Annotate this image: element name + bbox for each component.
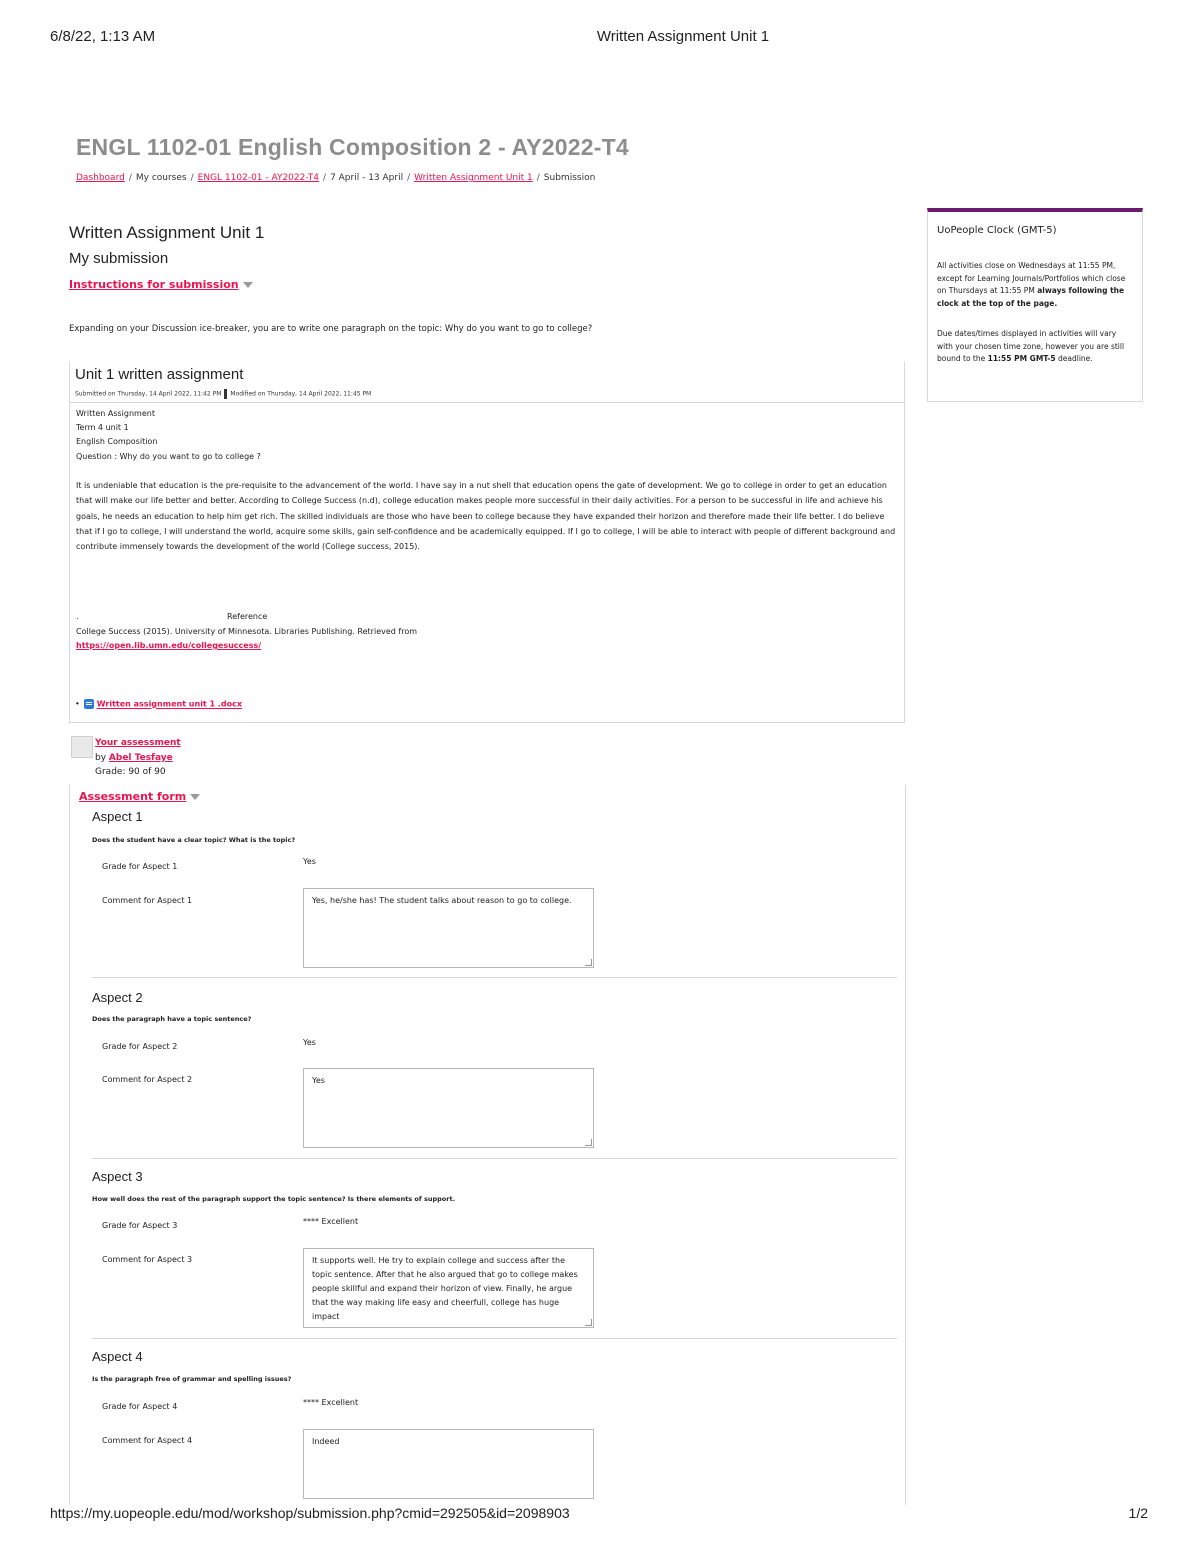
grade-value: **** Excellent (303, 1398, 359, 1407)
bullet: • (75, 699, 80, 709)
comment-label: Comment for Aspect 3 (102, 1255, 193, 1264)
attachment-item[interactable] (75, 699, 242, 709)
assignment-prompt: Expanding on your Discussion ice-breaker, you are to write one paragraph on the topic: Why do you want to go to college? (69, 324, 593, 334)
clock-note-bold: always following the clock at the top of the page. (937, 286, 1125, 308)
breadcrumb-week[interactable]: 7 April - 13 April (330, 173, 404, 183)
comment-text: Yes (312, 1076, 325, 1085)
comment-label: Comment for Aspect 2 (102, 1075, 193, 1084)
resize-handle-icon[interactable] (585, 959, 592, 966)
chevron-down-icon (243, 282, 253, 288)
aspect-title: Aspect 1 (92, 809, 143, 824)
assessment-form-link[interactable]: Assessment form (79, 790, 187, 803)
by-prefix: by (95, 753, 107, 763)
page-subtitle: My submission (69, 250, 169, 267)
clock-note-text: Due dates/times displayed in activities will vary with your chosen time zone, however you are still bound to the (937, 329, 1125, 363)
reference-dot: . (76, 612, 79, 621)
breadcrumb: Dashboard / My courses / ENGL 1102-01 - AY2022-T4 / 7 April - 13 April / Written Assignment Unit 1 / Submission (76, 173, 596, 183)
aspect-title: Aspect 2 (92, 990, 143, 1005)
grade-value: **** Excellent (303, 1217, 359, 1226)
aspect-title: Aspect 3 (92, 1169, 143, 1184)
grade-value: Yes (303, 1038, 316, 1047)
grade-value: Yes (303, 857, 316, 866)
submission-title: Unit 1 written assignment (75, 366, 244, 383)
print-date: 6/8/22, 1:13 AM (50, 28, 156, 45)
aspect-divider (92, 977, 897, 978)
instructions-link[interactable]: Instructions for submission (69, 278, 239, 291)
breadcrumb-course[interactable]: ENGL 1102-01 - AY2022-T4 (197, 173, 320, 183)
content-line: Question : Why do you want to go to college ? (76, 452, 261, 461)
content-line: Written Assignment (76, 409, 155, 418)
course-title: ENGL 1102-01 English Composition 2 - AY2022-T4 (76, 134, 629, 160)
comment-textarea[interactable] (303, 888, 594, 968)
assessor-link[interactable]: Abel Tesfaye (108, 753, 173, 763)
comment-text: Yes, he/she has! The student talks about reason to go to college. (312, 896, 572, 905)
your-assessment-link[interactable]: Your assessment (95, 738, 181, 748)
clock-title: UoPeople Clock (GMT-5) (937, 225, 1057, 236)
comment-text: Indeed (312, 1437, 340, 1446)
grade-label: Grade for Aspect 2 (102, 1042, 178, 1051)
essay-paragraph: It is undeniable that education is the pre-requisite to the advancement of the world. I have say in a nut shell that education opens the gate of development. We go to college in order to get an education that will make our life better and better. According to College Success (n.d), college education makes people more successful in their daily activities. For a person to be successful in life and achieve his goals, he needs an education to help him get rich. The skilled individuals are those who have been to college because they have expanded their horizon and therefore made their life better. I do believe that if I go to college, I will understand the world, acquire some skills, gain self-confidence and be academically equipped. If I go to college, I will be able to interact with people of different background and contribute immensely towards the development of the world (College success, 2015). (76, 481, 896, 552)
document-icon (84, 699, 94, 709)
grade-label: Grade for Aspect 4 (102, 1402, 178, 1411)
aspect-question: Is the paragraph free of grammar and spelling issues? (92, 1375, 292, 1383)
print-title: Written Assignment Unit 1 (596, 28, 770, 45)
modified-date: Modified on Thursday, 14 April 2022, 11:45 PM (230, 390, 372, 398)
comment-label: Comment for Aspect 1 (102, 896, 193, 905)
submitted-date: Submitted on Thursday, 14 April 2022, 11:42 PM (75, 390, 222, 398)
content-line: Term 4 unit 1 (76, 423, 129, 432)
aspect-divider (92, 1158, 897, 1159)
reference-text: College Success (2015). University of Minnesota. Libraries Publishing. Retrieved from (76, 627, 418, 636)
assessment-form-toggle[interactable] (79, 790, 200, 803)
aspect-question: Does the paragraph have a topic sentence? (92, 1015, 252, 1023)
clock-note-text: All activities close on Wednesdays at 11:55 PM, except for Learning Journals/Portfolios which close on Thursdays at 11:55 PM (937, 261, 1126, 295)
aspect-divider (92, 1338, 897, 1339)
comment-text: It supports well. He try to explain college and success after the topic sentence. After that he also argued that go to college makes people skillful and expand their horizon of view. Finally, he argue that the way making life easy and cheerfull, college has huge impact (312, 1256, 578, 1321)
breadcrumb-dashboard[interactable]: Dashboard (76, 173, 125, 183)
clock-note (937, 260, 1133, 310)
clock-note-2 (937, 328, 1133, 366)
comment-textarea[interactable] (303, 1248, 594, 1328)
chevron-down-icon (190, 794, 200, 800)
aspect-question: How well does the rest of the paragraph support the topic sentence? Is there elements of support. (92, 1195, 456, 1203)
comment-textarea[interactable] (303, 1068, 594, 1148)
resize-handle-icon[interactable] (585, 1139, 592, 1146)
breadcrumb-my-courses[interactable]: My courses (135, 173, 187, 183)
aspect-question: Does the student have a clear topic? What is the topic? (92, 836, 296, 844)
resize-handle-icon[interactable] (585, 1319, 592, 1326)
submission-meta (75, 389, 371, 399)
print-url: https://my.uopeople.edu/mod/workshop/submission.php?cmid=292505&id=2098903 (50, 1505, 570, 1521)
reference-heading: Reference (227, 612, 268, 621)
clock-note-bold: 11:55 PM GMT-5 (987, 354, 1056, 363)
clock-note-end: deadline. (1055, 354, 1093, 363)
grade-label: Grade for Aspect 1 (102, 862, 178, 871)
print-page-number: 1/2 (1128, 1505, 1148, 1521)
grade-label: Grade for Aspect 3 (102, 1221, 178, 1230)
content-line: English Composition (76, 437, 158, 446)
avatar (71, 736, 93, 758)
reference-link[interactable]: https://open.lib.umn.edu/collegesuccess/ (76, 641, 262, 650)
page-title: Written Assignment Unit 1 (69, 223, 265, 242)
comment-label: Comment for Aspect 4 (102, 1436, 193, 1445)
breadcrumb-current: Submission (543, 173, 596, 183)
attachment-link[interactable]: Written assignment unit 1 .docx (96, 699, 243, 709)
instructions-toggle[interactable] (69, 278, 253, 291)
assessment-grade: Grade: 90 of 90 (95, 767, 166, 777)
meta-divider (224, 389, 227, 399)
breadcrumb-assignment[interactable]: Written Assignment Unit 1 (414, 173, 533, 183)
aspect-title: Aspect 4 (92, 1349, 143, 1364)
assessor-line (95, 753, 173, 763)
comment-textarea[interactable] (303, 1429, 594, 1499)
